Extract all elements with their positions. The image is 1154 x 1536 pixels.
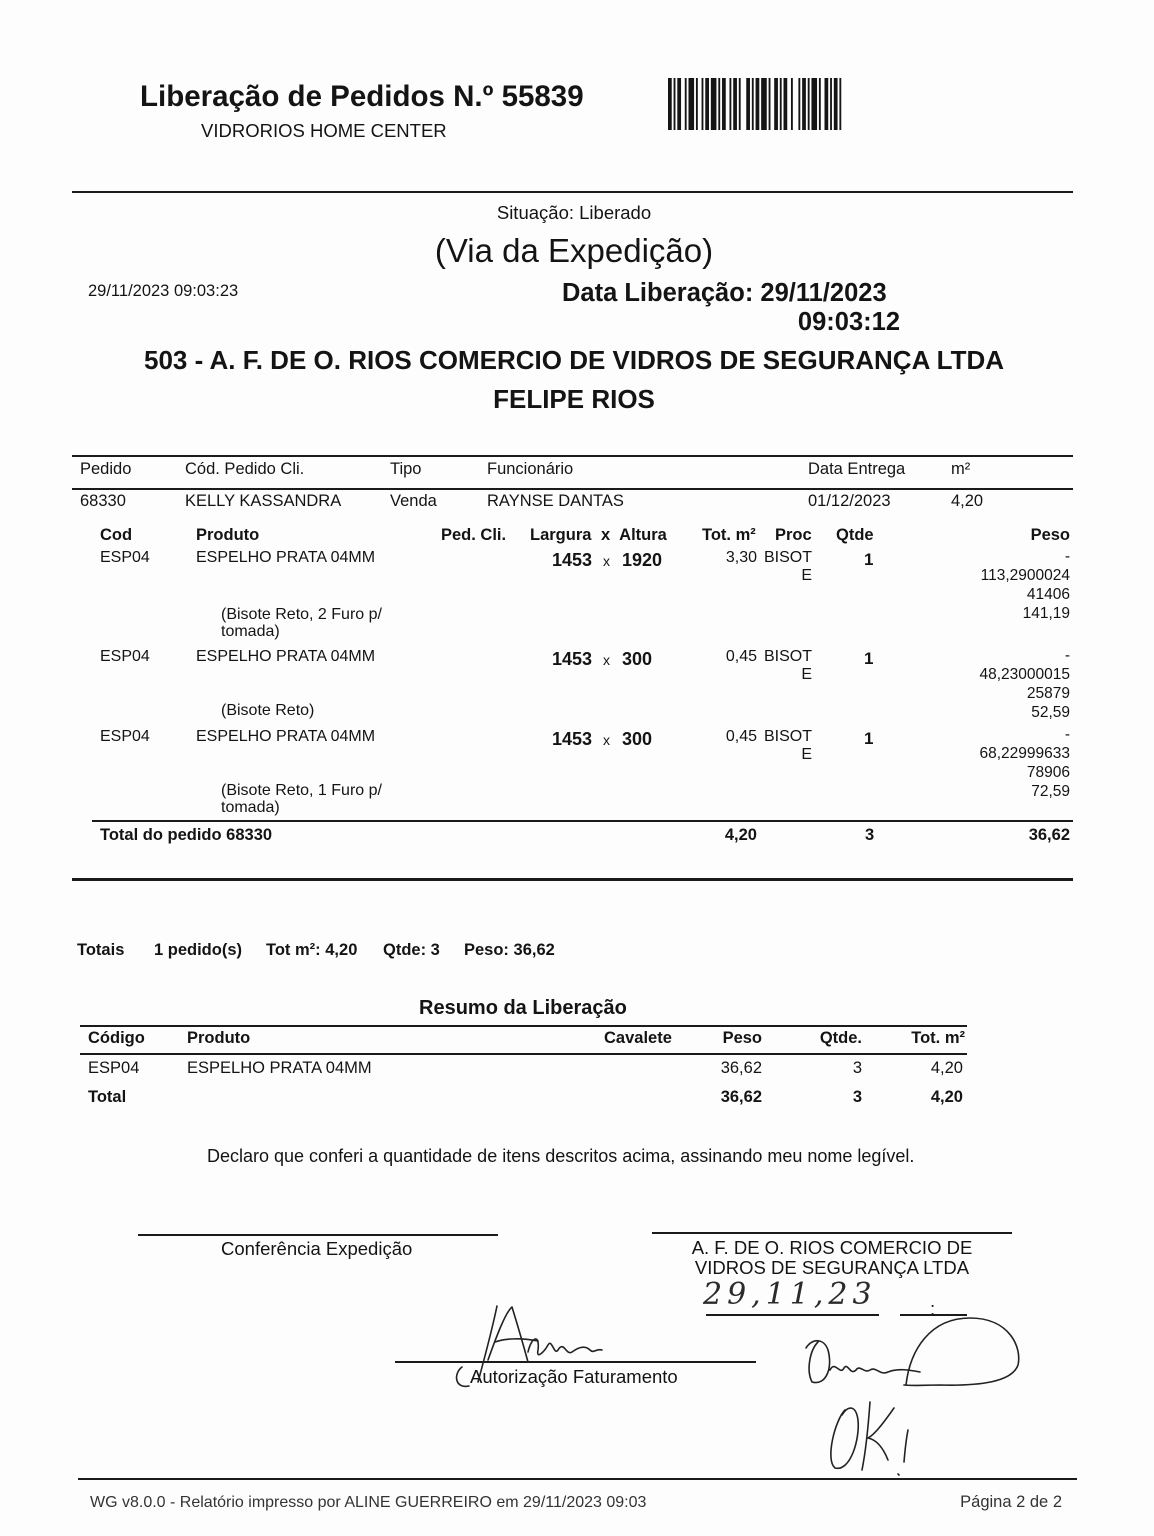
item-proc-line: E (801, 567, 812, 584)
barcode-bar (718, 78, 720, 130)
item-weight-line: 68,22999633 (979, 745, 1070, 762)
item-tot-m2: 0,45 (725, 648, 757, 665)
summary-m2: 4,20 (930, 1059, 963, 1077)
divider (80, 1053, 967, 1055)
item-weight-line: - (1064, 548, 1070, 565)
item-weight-line: 48,23000015 (979, 666, 1070, 683)
summary-col-peso: Peso (722, 1029, 762, 1047)
totals-orders: 1 pedido(s) (154, 941, 243, 959)
summary-code: ESP04 (88, 1059, 140, 1077)
summary-col-tot-m2: Tot. m² (911, 1029, 965, 1047)
items-col-dims: Largura x Altura (530, 526, 667, 544)
release-label: Data Liberação: (562, 279, 754, 307)
signature-label-line: A. F. DE O. RIOS COMERCIO DE (691, 1237, 973, 1258)
items-col-ped-cli: Ped. Cli. (441, 526, 507, 544)
order-total-weight: 36,62 (1028, 826, 1070, 844)
item-proc (760, 648, 812, 684)
divider (80, 1025, 967, 1027)
totals-label: Totais (77, 941, 125, 959)
dims-separator: x (603, 652, 610, 668)
item-width: 1453 (552, 649, 593, 669)
signature-label-faturamento: Autorização Faturamento (470, 1366, 678, 1387)
summary-qty: 3 (852, 1059, 862, 1077)
item-product: ESPELHO PRATA 04MM (196, 648, 376, 665)
item-proc (760, 549, 812, 585)
barcode-bar (839, 78, 841, 130)
barcode-bar (774, 78, 778, 130)
summary-title: Resumo da Liberação (419, 997, 627, 1019)
item-notes (221, 606, 382, 640)
barcode-bar (696, 78, 698, 130)
dims-separator: x (603, 732, 610, 748)
item-weight-line: 25879 (1026, 685, 1070, 702)
item-height: 300 (622, 729, 653, 749)
item-weight-line: - (1064, 647, 1070, 664)
item-tot-m2: 0,45 (725, 728, 757, 745)
handwritten-signatures (440, 1290, 1060, 1480)
barcode-bar (834, 78, 838, 130)
client-order-code: KELLY KASSANDRA (185, 492, 342, 510)
item-notes (221, 702, 314, 719)
barcode-bar (791, 78, 793, 130)
item-proc-line: BISOT (763, 728, 812, 745)
footer-printed-by: WG v8.0.0 - Relatório impresso por ALINE GUERREIRO em 29/11/2023 09:03 (90, 1494, 647, 1511)
items-col-produto: Produto (196, 526, 260, 544)
summary-product: ESPELHO PRATA 04MM (187, 1059, 372, 1077)
employee: RAYNSE DANTAS (487, 492, 624, 510)
barcode-bar (825, 78, 829, 130)
barcode-bar (752, 78, 754, 130)
item-proc (760, 728, 812, 764)
signature-right (806, 1318, 1019, 1475)
item-note-line: tomada) (221, 623, 280, 640)
signature-label-line: VIDROS DE SEGURANÇA LTDA (694, 1257, 970, 1278)
barcode-bar (784, 78, 788, 130)
items-col-tot-m2: Tot. m² (702, 526, 756, 544)
barcode-bar (808, 78, 810, 130)
col-m2: m² (951, 460, 971, 478)
barcode-bar (722, 78, 726, 130)
item-proc-line: E (801, 666, 812, 683)
summary-total-qty: 3 (852, 1088, 862, 1106)
item-proc-line: E (801, 746, 812, 763)
totals-qty: Qtde: 3 (383, 941, 440, 959)
order-total-m2: 4,20 (724, 826, 757, 844)
items-col-qtde: Qtde (836, 526, 874, 544)
barcode-bar (761, 78, 767, 130)
summary-col-produto: Produto (187, 1029, 251, 1047)
summary-total-label: Total (88, 1088, 127, 1106)
col-pedido: Pedido (80, 460, 132, 478)
summary-col-codigo: Código (88, 1029, 145, 1047)
handwritten-date: 29,11,23 (703, 1277, 877, 1312)
barcode (668, 78, 845, 130)
item-width: 1453 (552, 550, 593, 570)
divider (72, 455, 1073, 457)
item-weight-line: - (1064, 726, 1070, 743)
order-number: 68330 (80, 492, 126, 510)
barcode-bar (685, 78, 687, 130)
signature-label-company (652, 1238, 1012, 1278)
barcode-bar (798, 78, 800, 130)
barcode-bar (739, 78, 741, 130)
footer-page-number: Página 2 de 2 (960, 1493, 1062, 1511)
signature-aline (457, 1306, 602, 1386)
divider (92, 820, 1073, 822)
signature-line (138, 1234, 498, 1236)
release-time: 09:03:12 (797, 308, 900, 336)
item-weight-line: 41406 (1026, 586, 1070, 603)
company-name: VIDRORIOS HOME CENTER (201, 120, 447, 141)
item-width: 1453 (552, 729, 593, 749)
item-tot-m2: 3,30 (725, 549, 757, 566)
customer-name: 503 - A. F. DE O. RIOS COMERCIO DE VIDROS DE SEGURANÇA LTDA (143, 345, 1005, 375)
item-code: ESP04 (100, 648, 150, 665)
contact-name: FELIPE RIOS (493, 384, 655, 414)
item-weight-line: 52,59 (1031, 704, 1070, 721)
summary-total-weight: 36,62 (720, 1088, 762, 1106)
barcode-bar (733, 78, 737, 130)
divider (72, 191, 1073, 193)
col-cod-pedido-cli: Cód. Pedido Cli. (185, 460, 305, 478)
item-weight-line: 113,2900024 (980, 567, 1070, 584)
divider (72, 488, 1073, 490)
signature-line (652, 1232, 1012, 1234)
barcode-bar (830, 78, 832, 130)
item-note-line: tomada) (221, 799, 280, 816)
item-height: 300 (622, 649, 653, 669)
barcode-bar (668, 78, 672, 130)
items-col-proc: Proc (775, 526, 812, 544)
barcode-bar (802, 78, 806, 130)
item-weight (979, 646, 1070, 722)
declaration-text: Declaro que conferi a quantidade de itens descritos acima, assinando meu nome legível. (207, 1146, 915, 1166)
barcode-bar (702, 78, 704, 130)
items-col-cod: Cod (100, 526, 133, 544)
item-note-line: (Bisote Reto) (221, 702, 315, 719)
divider (72, 878, 1073, 881)
delivery-date: 01/12/2023 (808, 492, 891, 510)
barcode-bar (705, 78, 709, 130)
time-separator: : (930, 1298, 936, 1319)
item-weight-line: 141,19 (1022, 605, 1070, 622)
status-text: Situação: Liberado (496, 202, 652, 223)
copy-label: (Via da Expedição) (434, 232, 714, 269)
barcode-bar (674, 78, 676, 130)
order-total-qty: 3 (865, 826, 875, 844)
barcode-bar (756, 78, 760, 130)
barcode-bar (780, 78, 782, 130)
barcode-bar (746, 78, 750, 130)
printed-at: 29/11/2023 09:03:23 (88, 282, 239, 300)
summary-total-m2: 4,20 (930, 1088, 963, 1106)
item-code: ESP04 (100, 549, 150, 566)
document-title: Liberação de Pedidos N.º 55839 (140, 80, 584, 113)
col-data-entrega: Data Entrega (808, 460, 906, 478)
item-qty: 1 (864, 729, 874, 748)
barcode-bar (677, 78, 681, 130)
release-date: 29/11/2023 (760, 279, 887, 307)
totals-weight: Peso: 36,62 (464, 941, 555, 959)
totals-m2: Tot m²: 4,20 (266, 941, 358, 959)
summary-col-qtde: Qtde. (819, 1029, 862, 1047)
col-tipo: Tipo (390, 460, 422, 478)
order-total-label: Total do pedido 68330 (100, 826, 273, 844)
item-qty: 1 (864, 550, 874, 569)
item-weight-line: 72,59 (1031, 783, 1070, 800)
item-notes (221, 782, 382, 816)
item-weight (981, 547, 1070, 623)
barcode-bar (711, 78, 717, 130)
signature-label-conferencia: Conferência Expedição (221, 1238, 413, 1259)
divider (78, 1478, 1077, 1480)
dims-separator: x (603, 553, 610, 569)
barcode-bar (811, 78, 817, 130)
items-col-peso: Peso (1030, 526, 1070, 544)
summary-col-cavalete: Cavalete (604, 1029, 672, 1047)
item-product: ESPELHO PRATA 04MM (196, 549, 376, 566)
item-proc-line: BISOT (763, 549, 812, 566)
item-weight (979, 725, 1070, 801)
barcode-bar (769, 78, 771, 130)
release-date-line (562, 281, 887, 307)
barcode-bar (729, 78, 731, 130)
item-code: ESP04 (100, 728, 150, 745)
item-weight-line: 78906 (1026, 764, 1070, 781)
item-height: 1920 (622, 550, 663, 570)
col-funcionario: Funcionário (487, 460, 574, 478)
item-product: ESPELHO PRATA 04MM (196, 728, 376, 745)
item-qty: 1 (864, 649, 874, 668)
item-note-line: (Bisote Reto, 1 Furo p/ (221, 782, 382, 799)
item-note-line: (Bisote Reto, 2 Furo p/ (221, 606, 382, 623)
order-m2: 4,20 (951, 492, 984, 510)
summary-weight: 36,62 (720, 1059, 762, 1077)
item-proc-line: BISOT (763, 648, 812, 665)
barcode-bar (688, 78, 694, 130)
barcode-bar (819, 78, 821, 130)
order-type: Venda (390, 492, 437, 510)
